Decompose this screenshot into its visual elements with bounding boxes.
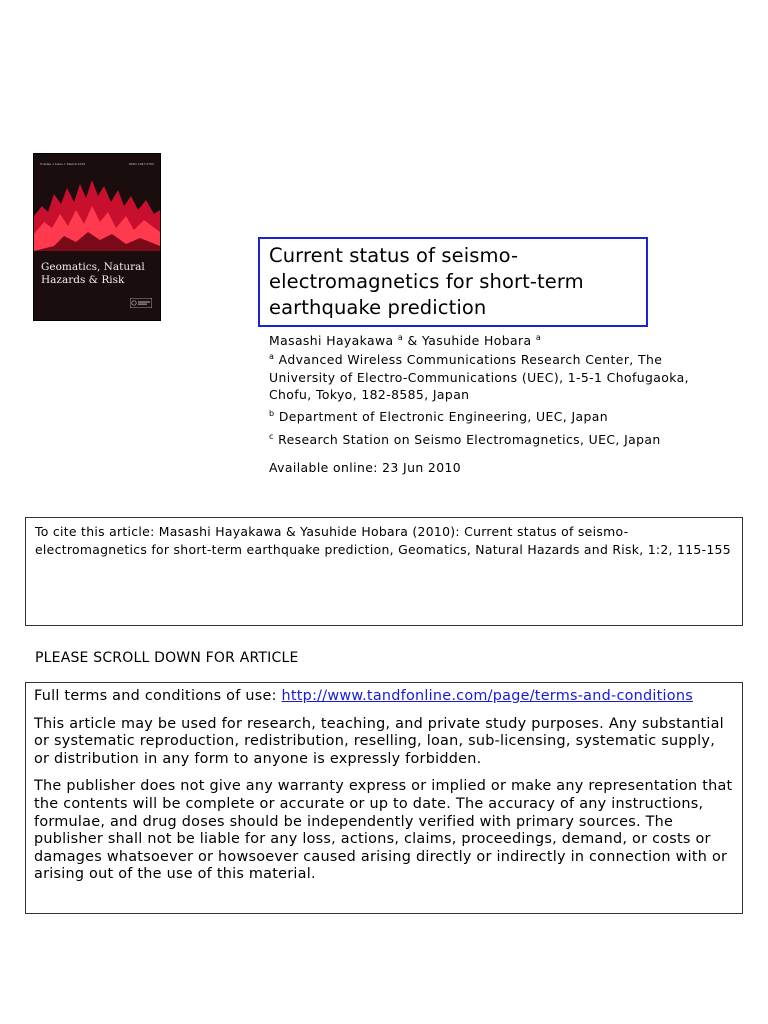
author-name: Yasuhide Hobara — [421, 333, 532, 348]
affiliation-marker: a — [269, 352, 275, 361]
available-online-date: Available online: 23 Jun 2010 — [269, 460, 462, 475]
affiliation-text: Department of Electronic Engineering, UEC, Japan — [278, 409, 609, 424]
terms-disclaimer-paragraph: The publisher does not give any warranty express or implied or make any representation that the contents will be complete or accurate or up to date. The accuracy of any instructions, formulae, and drug doses should be independently verified with primary sources. The publisher shall not be liable for any loss, actions, claims, proceedings, demand, or costs or damages whatsoever or howsoever caused arising directly or indirectly in connection with or arising out of the use of this material. — [34, 778, 733, 883]
terms-usage-paragraph: This article may be used for research, teaching, and private study purposes. Any substantial or systematic reproduction, redistribution, reselling, loan, sub-licensing, systematic supply, or distribution in any form to anyone is expressly forbidden. — [34, 715, 724, 767]
cover-issn-text: ISSN 1947-5705 — [128, 162, 154, 166]
cover-issue-text: Volume 1 Issue 1 March 2010 — [40, 162, 86, 166]
citation-box — [25, 517, 743, 626]
authors-line — [269, 329, 541, 350]
author-name: Masashi Hayakawa — [269, 333, 394, 348]
affiliation-text: Advanced Wireless Communications Research Center, The University of Electro-Communications (UEC), 1-5-1 Chofugaoka, Chofu, Tokyo, 182-8585, Japan — [269, 352, 689, 403]
terms-intro-label: Full terms and conditions of use: — [34, 688, 277, 704]
citation-text: To cite this article: Masashi Hayakawa & Yasuhide Hobara (2010): Current status of seismo-electromagnetics for short-term earthquake prediction, Geomatics, Natural Hazards and Risk, 1:2, 115-155 — [35, 524, 731, 557]
affiliation-c — [269, 428, 661, 449]
affiliation-marker: a — [535, 333, 542, 342]
journal-cover-image — [33, 153, 161, 321]
cover-red-splash — [34, 176, 160, 251]
author-separator: & — [407, 333, 418, 348]
scroll-down-notice: PLEASE SCROLL DOWN FOR ARTICLE — [35, 650, 299, 666]
cover-journal-title: Geomatics, Natural Hazards & Risk — [41, 261, 145, 286]
affiliation-marker: b — [269, 409, 275, 418]
article-title: Current status of seismo- electromagnetics for short-term earthquake prediction — [269, 244, 584, 319]
terms-intro-paragraph — [34, 688, 734, 706]
affiliation-a — [269, 348, 729, 404]
cover-header — [40, 162, 154, 166]
affiliation-text: Research Station on Seismo Electromagnetics, UEC, Japan — [278, 432, 661, 447]
publisher-logo-icon — [130, 298, 152, 308]
terms-link[interactable]: http://www.tandfonline.com/page/terms-and-conditions — [281, 688, 693, 704]
terms-box — [25, 682, 743, 914]
affiliation-marker: a — [397, 333, 404, 342]
affiliation-b — [269, 405, 608, 426]
affiliation-marker: c — [269, 432, 274, 441]
